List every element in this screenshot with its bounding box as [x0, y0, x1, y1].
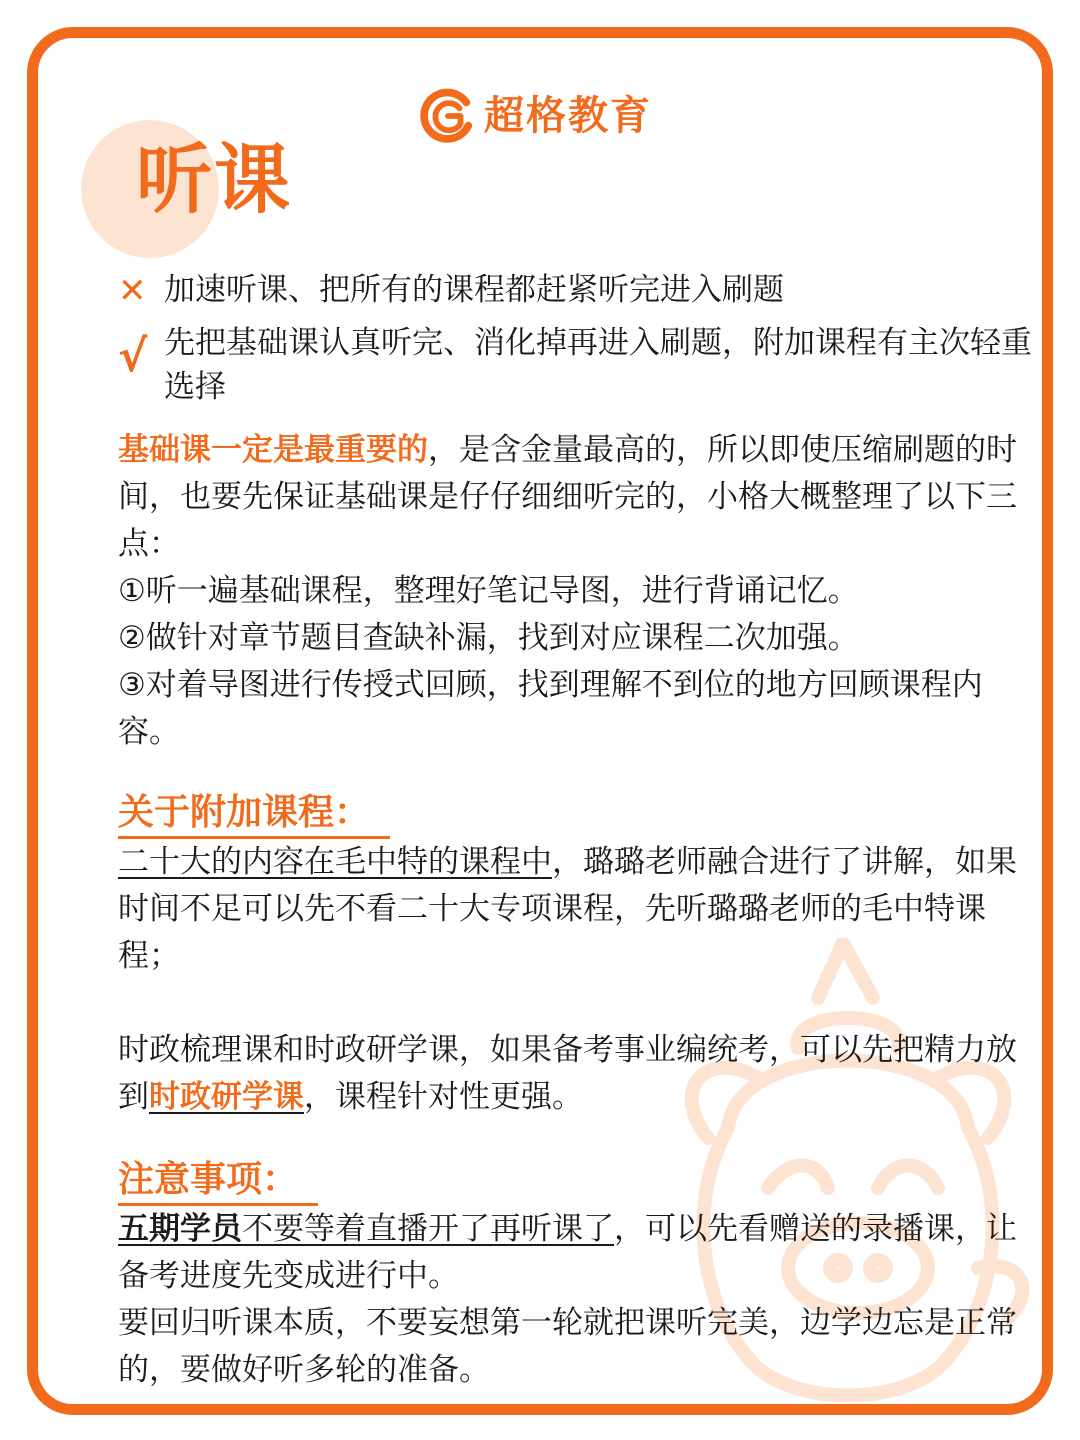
- notes-paragraph-1: [118, 1206, 1038, 1300]
- content-body: [118, 268, 1038, 1394]
- extra-p2-before: 时政梳理课和时政研学课，如果备考事业编统考，可以先把精力放到: [118, 1032, 1017, 1115]
- brand-logo: [418, 86, 652, 146]
- brand-name: 超格教育: [484, 93, 652, 139]
- cross-icon: ✕: [118, 271, 147, 311]
- dont-row: [118, 268, 1038, 315]
- extra-heading: 关于附加课程：: [118, 790, 390, 839]
- extra-paragraph-1: [118, 839, 1038, 980]
- brand-logo-icon: [418, 87, 476, 145]
- spacer: [118, 980, 1038, 1027]
- do-row: [118, 321, 1038, 409]
- notes-p1-text: ，可以先看赠送的录播课，让备考进度先变成进行中。: [118, 1211, 1017, 1294]
- do-text: 先把基础课认真听完、消化掉再进入刷题，附加课程有主次轻重选择: [164, 325, 1032, 405]
- notes-underlined: 不要等着直播开了再听课了: [242, 1211, 614, 1247]
- card-frame: [27, 27, 1053, 1415]
- extra-p2-after: ，课程针对性更强。: [304, 1079, 583, 1115]
- notes-paragraph-2: 要回归听课本质，不要妄想第一轮就把课听完美，边学边忘是正常的，要做好听多轮的准备。: [118, 1305, 1017, 1388]
- extra-p1-text: ，璐璐老师融合进行了讲解，如果时间不足可以先不看二十大专项课程，先听璐璐老师的毛中特课程；: [118, 844, 1017, 974]
- extra-paragraph-2: [118, 1027, 1038, 1121]
- extra-underlined: 二十大的内容在毛中特的课程中: [118, 844, 552, 880]
- step-3: ③对着导图进行传授式回顾，找到理解不到位的地方回顾课程内容。: [118, 667, 983, 750]
- dont-text: 加速听课、把所有的课程都赶紧听完进入刷题: [164, 272, 784, 308]
- notes-heading: 注意事项：: [118, 1157, 318, 1206]
- intro-text: ，是含金量最高的，所以即使压缩刷题的时间，也要先保证基础课是仔仔细细听完的，小格大概整理了以下三点：: [118, 432, 1017, 562]
- extra-highlight: 时政研学课: [149, 1079, 304, 1115]
- notes-bold: 五期学员: [118, 1211, 242, 1247]
- step-1: ①听一遍基础课程，整理好笔记导图，进行背诵记忆。: [118, 573, 859, 609]
- check-icon: √: [118, 331, 148, 382]
- page-title: 听课: [136, 135, 292, 224]
- intro-highlight: 基础课一定是最重要的: [118, 432, 428, 468]
- step-2: ②做针对章节题目查缺补漏，找到对应课程二次加强。: [118, 620, 859, 656]
- intro-paragraph: [118, 427, 1038, 568]
